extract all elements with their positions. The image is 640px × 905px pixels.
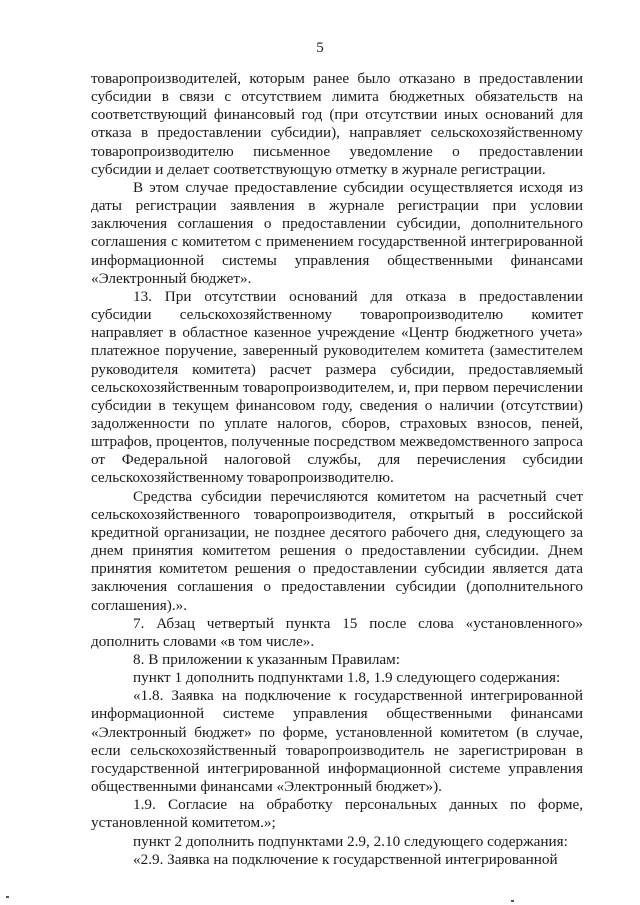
page-number: 5 bbox=[316, 40, 324, 56]
paragraph-2: В этом случае предоставление субсидии осуществляется исходя из даты регистрации заявления в журнале регистрации при условии заключения соглашения о предоставлении субсидии, дополнительного соглашения с комитетом с применением государственной интегрированной информационной системы управления общественными финансами «Электронный бюджет». bbox=[91, 178, 583, 287]
paragraph-10: пункт 2 дополнить подпунктами 2.9, 2.10 следующего содержания: bbox=[133, 832, 568, 850]
paragraph-3: 13. При отсутствии оснований для отказа в предоставлении субсидии сельскохозяйственному товаропроизводителю комитет направляет в областное казенное учреждение «Центр бюджетного учета» платежное поручение, заверенный руководителем комитета (заместителем руководителя комитета) расчет размера субсидии, предоставляемый сельскохозяйственным товаропроизводителем, и, при первом перечислении субсидии в текущем финансовом году, сведения о наличии (отсутствии) задолженности по уплате налогов, сборов, страховых взносов, пеней, штрафов, процентов, полученные посредством межведомственного запроса от Федеральной налоговой службы, для перечисления субсидии сельскохозяйственному товаропроизводителю. bbox=[91, 287, 583, 487]
scan-mark-right bbox=[511, 900, 514, 902]
paragraph-6: 8. В приложении к указанным Правилам: bbox=[133, 651, 400, 668]
paragraph-9: 1.9. Согласие на обработку персональных данных по форме, установленной комитетом.»; bbox=[91, 796, 583, 832]
paragraph-11: «2.9. Заявка на подключение к государственной интегрированной bbox=[133, 850, 558, 868]
scan-mark-left bbox=[6, 896, 9, 898]
paragraph-8: «1.8. Заявка на подключение к государственной интегрированной информационной системе управления общественными финансами «Электронный бюджет» по форме, установленной комитетом (в случае, если сельскохозяйственный товаропроизводитель не зарегистрирован в государственной интегрированной информационной системе управления общественными финансами «Электронный бюджет»). bbox=[91, 687, 583, 796]
document-body bbox=[91, 70, 583, 869]
paragraph-5: 7. Абзац четвертый пункта 15 после слова «установленного» дополнить словами «в том числе». bbox=[91, 614, 583, 650]
paragraph-1: товаропроизводителей, которым ранее было отказано в предоставлении субсидии в связи с отсутствием лимита бюджетных обязательств на соответствующий финансовый год (при отсутствии иных оснований для отказа в предоставлении субсидии), направляет сельскохозяйственному товаропроизводителю письменное уведомление о предоставлении субсидии и делает соответствующую отметку в журнале регистрации. bbox=[91, 70, 583, 178]
paragraph-4: Средства субсидии перечисляются комитетом на расчетный счет сельскохозяйственного товаропроизводителя, открытый в российской кредитной организации, не позднее десятого рабочего дня, следующего за днем принятия комитетом решения о предоставлении субсидии. Днем принятия комитетом решения о предоставлении субсидии является дата заключения соглашения о предоставлении субсидии (дополнительного соглашения).». bbox=[91, 487, 583, 614]
paragraph-7: пункт 1 дополнить подпунктами 1.8, 1.9 следующего содержания: bbox=[133, 669, 561, 687]
